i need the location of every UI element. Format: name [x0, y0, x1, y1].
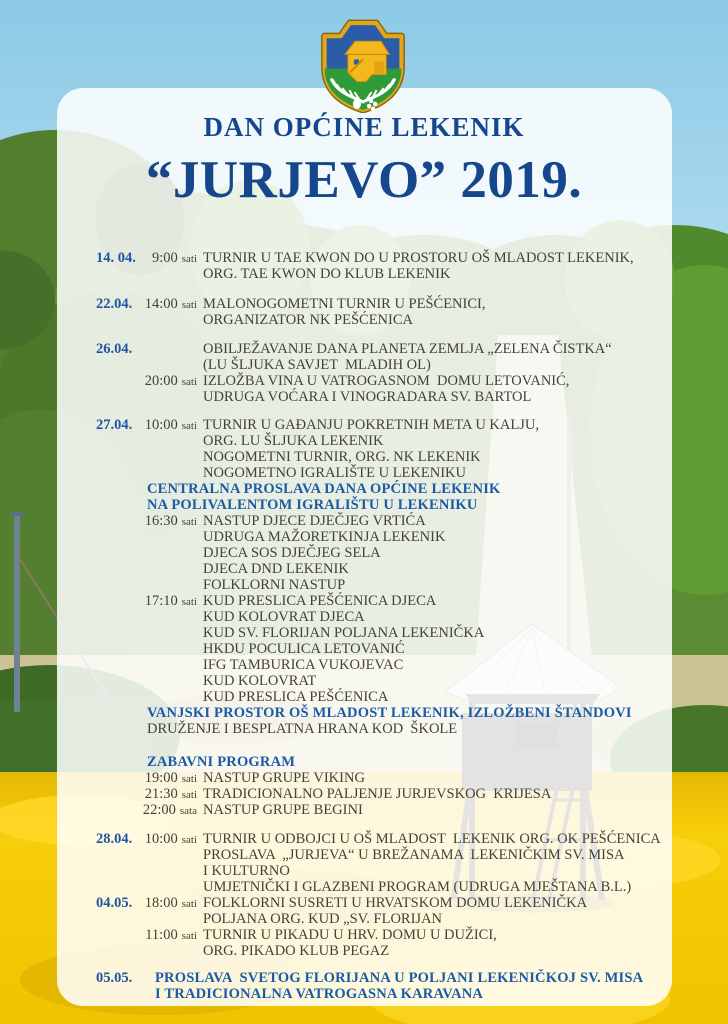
entry-line: TRADICIONALNO PALJENJE JURJEVSKOG KRIJESA	[203, 786, 552, 802]
entry-time: 19:00 sati	[144, 770, 197, 786]
entry-line: OBILJEŽAVANJE DANA PLANETA ZEMLJA „ZELENA ČISTKA“	[203, 341, 612, 357]
program-entry	[57, 341, 669, 373]
entry-line: KUD PRESLICA PEŠĆENICA DJECA	[203, 593, 437, 609]
entry-line: KUD PRESLICA PEŠĆENICA	[203, 689, 389, 705]
entry-line: NOGOMETNO IGRALIŠTE U LEKENIKU	[203, 465, 466, 481]
entry-line: IFG TAMBURICA VUKOJEVAC	[203, 657, 404, 673]
entry-line: KUD KOLOVRAT	[203, 673, 317, 689]
poster-subtitle: DAN OPĆINE LEKENIK	[203, 112, 525, 142]
entry-line: POLJANA ORG. KUD „SV. FLORIJAN	[203, 911, 443, 927]
program-entry	[57, 593, 669, 705]
entry-time: 10:00 sati	[144, 417, 197, 433]
entry-time: 18:00 sati	[144, 895, 197, 911]
program-entry	[57, 770, 669, 786]
entry-line: DJECA SOS DJEČJEG SELA	[203, 545, 381, 561]
program-entry	[57, 786, 669, 802]
program-entry	[57, 481, 669, 513]
entry-line: ORG. LU ŠLJUKA LEKENIK	[203, 433, 384, 449]
entry-time: 10:00 sati	[144, 831, 197, 847]
entry-line: KUD SV. FLORIJAN POLJANA LEKENIČKA	[203, 625, 485, 641]
entry-line: ORG. PIKADO KLUB PEGAZ	[203, 943, 390, 959]
entry-time: 21:30 sati	[144, 786, 197, 802]
entry-date: 28.04.	[96, 831, 133, 847]
entry-line: ZABAVNI PROGRAM	[147, 754, 296, 770]
program-entry	[57, 513, 669, 593]
program-entry	[57, 802, 669, 818]
program-entry	[57, 721, 669, 737]
entry-time: 17:10 sati	[144, 593, 197, 609]
entry-time: 11:00 sati	[145, 927, 197, 943]
entry-line: IZLOŽBA VINA U VATROGASNOM DOMU LETOVANIĆ,	[203, 373, 570, 389]
program-list	[57, 250, 669, 1002]
entry-line: TURNIR U GAĐANJU POKRETNIH META U KALJU,	[203, 417, 539, 433]
entry-line: DRUŽENJE I BESPLATNA HRANA KOD ŠKOLE	[147, 721, 458, 737]
entry-line: KUD KOLOVRAT DJECA	[203, 609, 365, 625]
entry-line: FOLKLORNI SUSRETI U HRVATSKOM DOMU LEKENIČKA	[203, 895, 588, 911]
program-entry	[57, 895, 669, 927]
program-entry	[57, 373, 669, 405]
program-entry	[57, 831, 669, 895]
entry-line: UMJETNIČKI I GLAZBENI PROGRAM (UDRUGA MJEŠTANA B.L.)	[203, 879, 632, 895]
entry-line: HKDU POCULICA LETOVANIĆ	[203, 641, 405, 657]
program-entry	[57, 417, 669, 481]
poster-title: “JURJEVO” 2019.	[145, 151, 583, 209]
entry-time: 14:00 sati	[144, 296, 197, 312]
entry-line: DJECA DND LEKENIK	[203, 561, 349, 577]
entry-line: UDRUGA VOĆARA I VINOGRADARA SV. BARTOL	[203, 389, 532, 405]
entry-line: CENTRALNA PROSLAVA DANA OPĆINE LEKENIK	[147, 481, 501, 497]
entry-line: FOLKLORNI NASTUP	[203, 577, 346, 593]
entry-date: 22.04.	[96, 296, 133, 312]
entry-line: ORG. TAE KWON DO KLUB LEKENIK	[203, 266, 451, 282]
entry-date: 05.05.	[96, 970, 133, 986]
program-entry	[57, 927, 669, 959]
entry-line: NASTUP GRUPE BEGINI	[203, 802, 363, 818]
municipal-coat-of-arms-icon	[318, 16, 408, 113]
entry-line: TURNIR U ODBOJCI U OŠ MLADOST LEKENIK ORG. OK PEŠĆENICA	[203, 831, 661, 847]
entry-line: NOGOMETNI TURNIR, ORG. NK LEKENIK	[203, 449, 481, 465]
entry-time: 16:30 sati	[144, 513, 197, 529]
entry-line: NASTUP DJECE DJEČJEG VRTIĆA	[203, 513, 426, 529]
entry-date: 26.04.	[96, 341, 133, 357]
program-entry	[57, 754, 669, 770]
program-entry	[57, 970, 669, 1002]
entry-line: I KULTURNO	[203, 863, 290, 879]
entry-line: (LU ŠLJUKA SAVJET MLADIH OL)	[203, 357, 431, 373]
entry-line: PROSLAVA „JURJEVA“ U BREŽANAMA LEKENIČKIM SV. MISA	[203, 847, 625, 863]
entry-time: 9:00 sati	[151, 250, 197, 266]
entry-line: MALONOGOMETNI TURNIR U PEŠĆENICI,	[203, 296, 486, 312]
entry-time: 22:00 sata	[142, 802, 197, 818]
entry-line: TURNIR U PIKADU U HRV. DOMU U DUŽICI,	[203, 927, 497, 943]
entry-line: PROSLAVA SVETOG FLORIJANA U POLJANI LEKENIČKOJ SV. MISA	[155, 970, 644, 986]
entry-line: ORGANIZATOR NK PEŠĆENICA	[203, 312, 413, 328]
program-entry	[57, 296, 669, 328]
entry-time: 20:00 sati	[144, 373, 197, 389]
entry-line: NASTUP GRUPE VIKING	[203, 770, 365, 786]
entry-line: I TRADICIONALNA VATROGASNA KARAVANA	[155, 986, 484, 1002]
program-entry	[57, 250, 669, 282]
entry-line: NA POLIVALENTOM IGRALIŠTU U LEKENIKU	[147, 497, 478, 513]
entry-line: TURNIR U TAE KWON DO U PROSTORU OŠ MLADOST LEKENIK,	[203, 250, 634, 266]
entry-date: 04.05.	[96, 895, 133, 911]
entry-line: VANJSKI PROSTOR OŠ MLADOST LEKENIK, IZLOŽBENI ŠTANDOVI	[147, 705, 632, 721]
program-entry	[57, 705, 669, 721]
entry-date: 14. 04.	[96, 250, 136, 266]
entry-line: UDRUGA MAŽORETKINJA LEKENIK	[203, 529, 446, 545]
entry-date: 27.04.	[96, 417, 133, 433]
